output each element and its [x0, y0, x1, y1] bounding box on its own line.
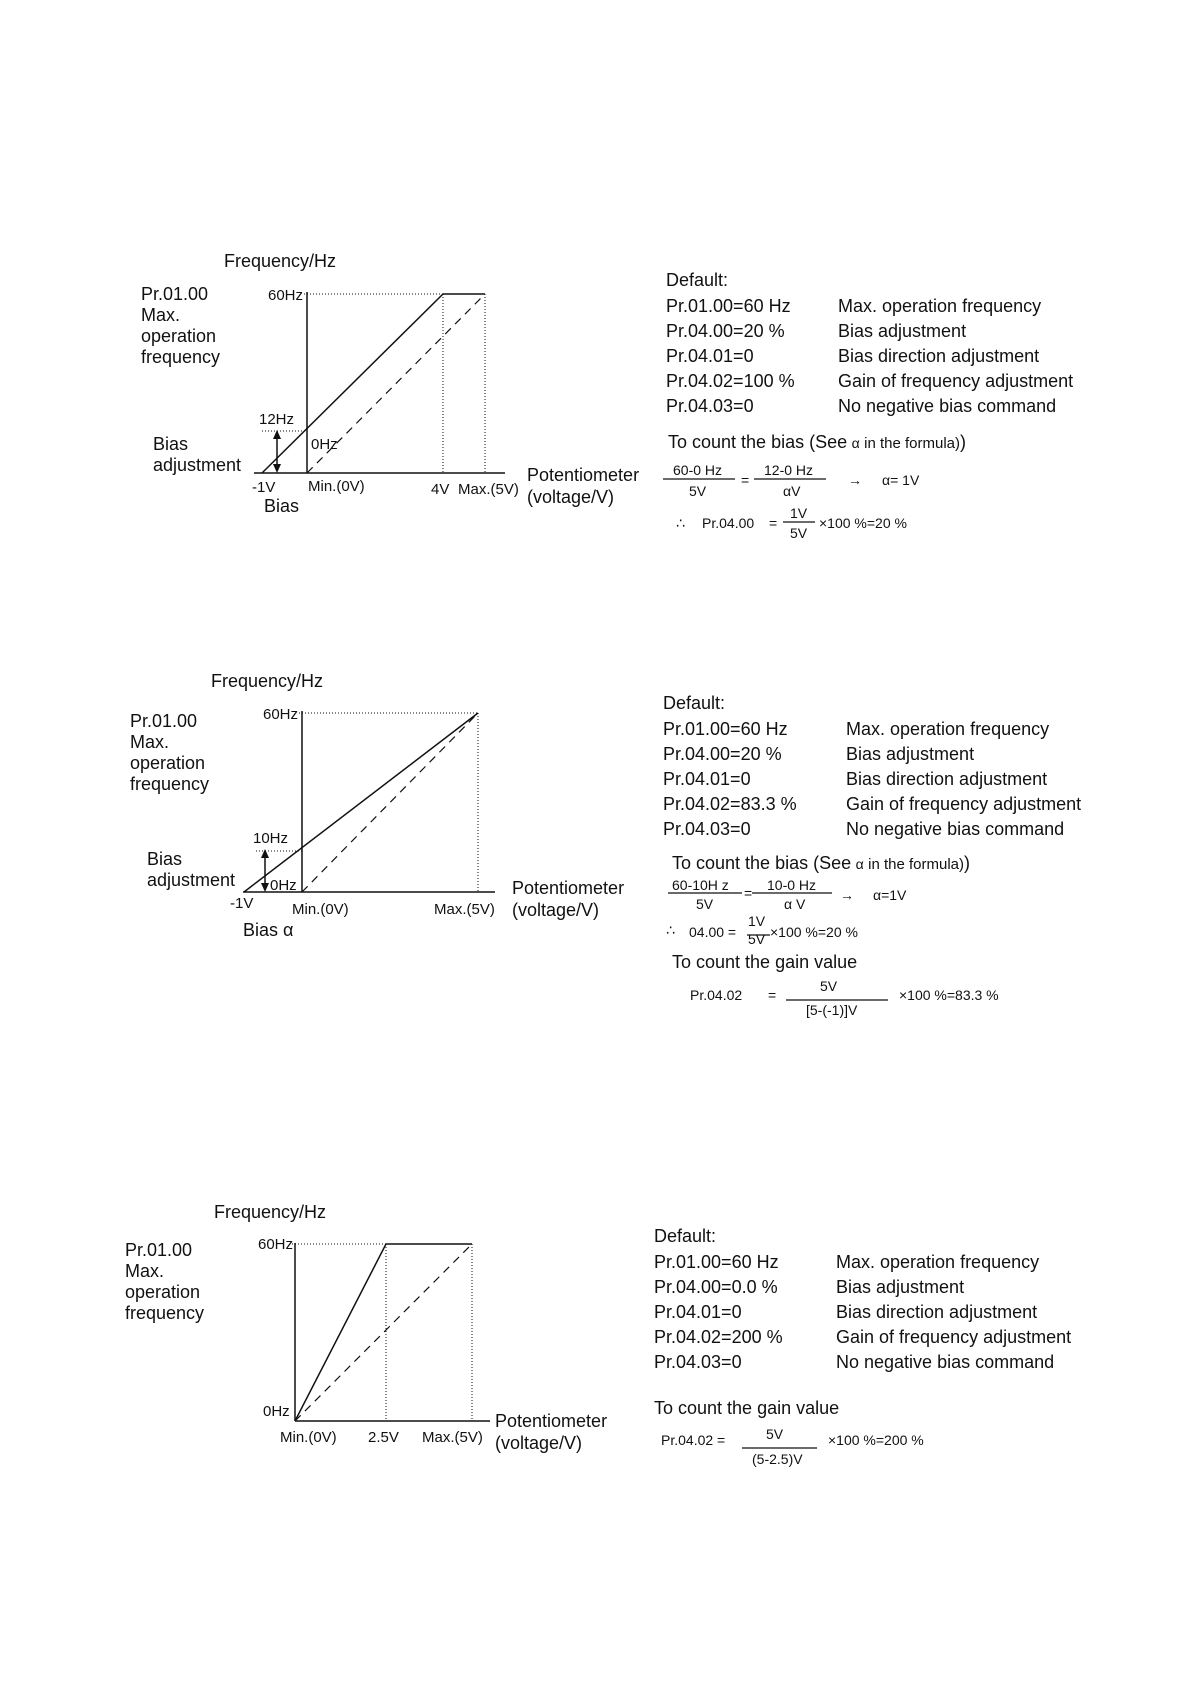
- param-name: Pr.04.02=200 %: [654, 1327, 783, 1347]
- example2-60hz-tick: 60Hz: [263, 706, 299, 723]
- example2-gain-equals: =: [768, 987, 777, 1003]
- example3-default-curve: [295, 1244, 472, 1421]
- example2-result-denominator: 5V: [748, 931, 766, 947]
- example3-min-tick: Min.(0V): [280, 1429, 337, 1446]
- example2-x-axis-title: Potentiometer (voltage/V): [512, 878, 625, 920]
- param-name: Pr.04.03=0: [663, 819, 751, 839]
- example2-therefore: ∴: [666, 922, 675, 938]
- example3-default-heading: Default:: [654, 1226, 717, 1246]
- example1-bias-hz-tick: 12Hz: [259, 411, 295, 428]
- example2-gain-numerator: 5V: [820, 978, 838, 994]
- example3-param-descriptions: [836, 1250, 1071, 1375]
- param-name: Pr.01.00=60 Hz: [663, 719, 788, 739]
- example1-param-list: [666, 294, 795, 419]
- example3-0hz-tick: 0Hz: [263, 1403, 290, 1420]
- example1-result-lhs: Pr.04.00: [702, 515, 755, 531]
- example1-y-axis-title: Frequency/Hz: [224, 251, 337, 271]
- example1-alpha-result: α= 1V: [882, 472, 920, 488]
- example3-x-axis-title: Potentiometer (voltage/V): [495, 1411, 608, 1453]
- example1-equals: =: [741, 472, 750, 488]
- param-description: Bias adjustment: [846, 744, 975, 764]
- example2-y-axis-title: Frequency/Hz: [211, 671, 324, 691]
- param-description: Max. operation frequency: [846, 719, 1050, 739]
- param-description: Bias adjustment: [838, 321, 967, 341]
- example2-0hz-tick: 0Hz: [270, 877, 297, 894]
- param-name: Pr.04.03=0: [654, 1352, 742, 1372]
- example2-gain-lhs: Pr.04.02: [690, 987, 743, 1003]
- example1-therefore: ∴: [676, 515, 685, 531]
- example3-gain-title: To count the gain value: [654, 1398, 840, 1418]
- param-description: Bias adjustment: [836, 1277, 965, 1297]
- example2-max-freq-label: Pr.01.00 Max. operation frequency: [130, 711, 210, 794]
- example1-result-rhs: ×100 %=20 %: [819, 515, 907, 531]
- example2-graph: [243, 711, 495, 892]
- example1-60hz-tick: 60Hz: [268, 287, 304, 304]
- example2-alpha-result: α=1V: [873, 887, 907, 903]
- example2-bias-adjustment-label: Bias adjustment: [147, 849, 236, 890]
- example2-gain-title: To count the gain value: [672, 952, 858, 972]
- example2-arrow: →: [840, 887, 854, 903]
- example1-f1-denominator: 5V: [689, 483, 707, 499]
- example3-gain-denominator: (5-2.5)V: [752, 1451, 803, 1467]
- param-name: Pr.04.01=0: [663, 769, 751, 789]
- example1-param-descriptions: [838, 294, 1073, 419]
- param-name: Pr.01.00=60 Hz: [654, 1252, 779, 1272]
- example2-result-rhs: ×100 %=20 %: [770, 924, 858, 940]
- example3-y-axis-title: Frequency/Hz: [214, 1202, 327, 1222]
- example3-max-tick: Max.(5V): [422, 1429, 483, 1446]
- example1-f2-denominator: αV: [783, 483, 801, 499]
- example3-param-list: [654, 1250, 783, 1375]
- example2-f2-denominator: α V: [784, 896, 806, 912]
- param-description: Gain of frequency adjustment: [836, 1327, 1072, 1347]
- param-description: Max. operation frequency: [838, 296, 1042, 316]
- param-name: Pr.04.00=0.0 %: [654, 1277, 778, 1297]
- example3-25v-tick: 2.5V: [368, 1429, 399, 1446]
- example2-count-title: To count the bias (See α in the formula)): [672, 853, 970, 873]
- example1-f1-numerator: 60-0 Hz: [673, 462, 723, 478]
- example2-param-descriptions: [846, 717, 1081, 842]
- example2-param-list: [663, 717, 797, 842]
- example1-max-freq-label: Pr.01.00 Max. operation frequency: [141, 284, 221, 367]
- example3-graph: [292, 1243, 490, 1421]
- example1-neg1v-tick: -1V: [252, 479, 276, 496]
- example1-max-tick: Max.(5V): [458, 481, 519, 498]
- param-description: Gain of frequency adjustment: [838, 371, 1074, 391]
- param-name: Pr.04.02=100 %: [666, 371, 795, 391]
- param-description: No negative bias command: [846, 819, 1065, 839]
- param-name: Pr.04.02=83.3 %: [663, 794, 797, 814]
- example1-arrow: →: [848, 472, 862, 488]
- param-name: Pr.04.00=20 %: [663, 744, 782, 764]
- example2-equals: =: [744, 885, 753, 901]
- param-description: Gain of frequency adjustment: [846, 794, 1082, 814]
- example2-result-numerator: 1V: [748, 913, 766, 929]
- example1-default-heading: Default:: [666, 270, 729, 290]
- example1-bias-adjustment-label: Bias adjustment: [153, 434, 242, 475]
- example2-bias-curve: [244, 713, 478, 892]
- example1-result-denominator: 5V: [790, 525, 808, 541]
- example1-min-tick: Min.(0V): [308, 478, 365, 495]
- example2-default-curve: [302, 713, 478, 892]
- param-description: No negative bias command: [836, 1352, 1055, 1372]
- example3-gain-numerator: 5V: [766, 1426, 784, 1442]
- param-description: Bias direction adjustment: [838, 346, 1040, 366]
- example1-x-axis-title: Potentiometer (voltage/V): [527, 465, 640, 507]
- example2-f1-denominator: 5V: [696, 896, 714, 912]
- example2-neg1v-tick: -1V: [230, 895, 254, 912]
- param-name: Pr.04.01=0: [666, 346, 754, 366]
- example1-result-equals: =: [769, 515, 778, 531]
- example1-bias-curve: [262, 294, 485, 473]
- param-name: Pr.04.03=0: [666, 396, 754, 416]
- example1-f2-numerator: 12-0 Hz: [764, 462, 814, 478]
- example2-bias-alpha-label: Bias α: [243, 920, 294, 940]
- param-name: Pr.04.01=0: [654, 1302, 742, 1322]
- example3-gain-lhs: Pr.04.02 =: [661, 1432, 726, 1448]
- param-description: Bias direction adjustment: [846, 769, 1048, 789]
- example1-0hz-tick: 0Hz: [311, 436, 338, 453]
- example1-bias-label: Bias: [264, 496, 300, 516]
- example1-count-title: To count the bias (See α in the formula)): [668, 432, 966, 452]
- example2-gain-rhs: ×100 %=83.3 %: [899, 987, 999, 1003]
- param-description: Bias direction adjustment: [836, 1302, 1038, 1322]
- param-description: No negative bias command: [838, 396, 1057, 416]
- example2-f1-numerator: 60-10H z: [672, 877, 729, 893]
- example1-result-numerator: 1V: [790, 505, 808, 521]
- example2-gain-denominator: [5-(-1)]V: [806, 1002, 858, 1018]
- example2-f2-numerator: 10-0 Hz: [767, 877, 817, 893]
- example1-graph: [254, 292, 505, 473]
- example2-bias-hz-tick: 10Hz: [253, 830, 289, 847]
- example2-min-tick: Min.(0V): [292, 901, 349, 918]
- example1-4v-tick: 4V: [431, 481, 450, 498]
- example3-gain-rhs: ×100 %=200 %: [828, 1432, 924, 1448]
- param-name: Pr.01.00=60 Hz: [666, 296, 791, 316]
- example2-result-lhs: 04.00 =: [689, 924, 737, 940]
- example3-60hz-tick: 60Hz: [258, 1236, 294, 1253]
- example3-max-freq-label: Pr.01.00 Max. operation frequency: [125, 1240, 205, 1323]
- example2-default-heading: Default:: [663, 693, 726, 713]
- example2-max-tick: Max.(5V): [434, 901, 495, 918]
- param-name: Pr.04.00=20 %: [666, 321, 785, 341]
- param-description: Max. operation frequency: [836, 1252, 1040, 1272]
